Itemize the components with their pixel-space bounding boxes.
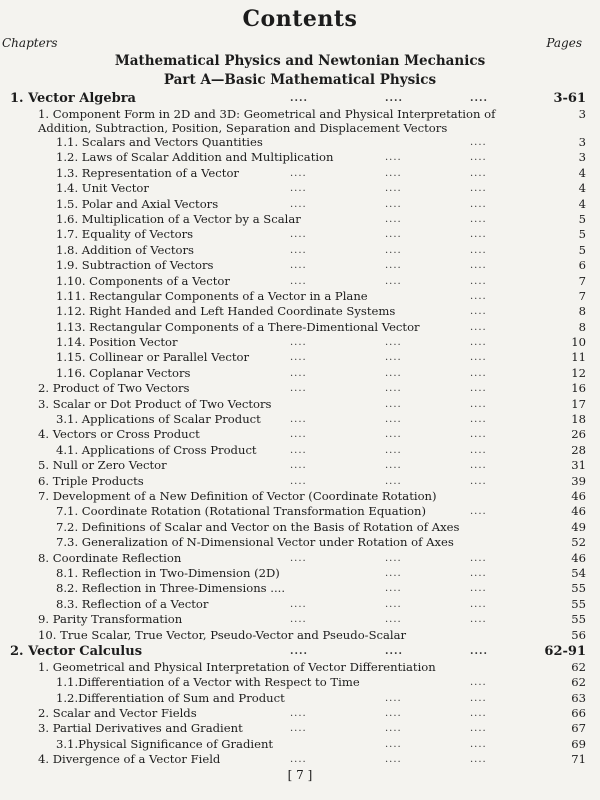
toc-entry-page: 54: [571, 565, 586, 580]
leader-dots: ....: [290, 444, 307, 456]
leader-dots: ....: [385, 567, 402, 579]
leader-dots: ....: [470, 614, 487, 626]
toc-chapter-row: [0, 643, 600, 660]
leader-dots: ....: [470, 583, 487, 595]
leader-dots: ....: [290, 429, 307, 441]
toc-entry-row: [0, 381, 600, 396]
leader-dots: ....: [470, 229, 487, 241]
leader-dots: ....: [470, 290, 487, 302]
leader-dots: ....: [470, 723, 487, 735]
leader-dots: ....: [385, 414, 402, 426]
toc-list: [0, 90, 600, 768]
toc-entry-label: 1.2. Laws of Scalar Addition and Multiplication: [56, 150, 334, 165]
toc-chapter-row: [0, 90, 600, 107]
toc-entry-label: 7.1. Coordinate Rotation (Rotational Transformation Equation): [56, 504, 427, 519]
toc-entry-page: 55: [571, 596, 586, 611]
leader-dots: ....: [470, 460, 487, 472]
leader-dots: ....: [290, 337, 307, 349]
leader-dots: ....: [385, 367, 402, 379]
toc-entry-page: 46: [571, 550, 586, 565]
toc-entry-row: [0, 535, 600, 550]
pages-column-heading: Pages: [546, 36, 582, 50]
toc-entry-label: 1.10. Components of a Vector: [56, 273, 230, 288]
leader-dots: ....: [385, 429, 402, 441]
leader-dots: ....: [470, 692, 487, 704]
leader-dots: ....: [385, 337, 402, 349]
toc-entry-label: 4. Divergence of a Vector Field: [38, 752, 221, 767]
leader-dots: ....: [470, 152, 487, 164]
leader-dots: ....: [385, 383, 402, 395]
toc-entry-label: 2. Product of Two Vectors: [38, 381, 190, 396]
toc-entry-row: [0, 135, 600, 150]
toc-entry-row: [0, 628, 600, 643]
leader-dots: ....: [290, 367, 307, 379]
leader-dots: ....: [470, 260, 487, 272]
leader-dots: ....: [290, 414, 307, 426]
toc-entry-row: [0, 227, 600, 242]
leader-dots: ....: [385, 583, 402, 595]
toc-entry-page: 62: [571, 675, 586, 690]
toc-entry-page: 7: [578, 288, 586, 303]
toc-entry-page: 63: [571, 690, 586, 705]
toc-entry-page: 55: [571, 581, 586, 596]
toc-entry-page: 7: [578, 273, 586, 288]
leader-dots: ....: [470, 444, 487, 456]
toc-entry-row: [0, 258, 600, 273]
leader-dots: ....: [385, 645, 403, 657]
toc-entry-page: 66: [571, 706, 586, 721]
leader-dots: ....: [470, 306, 487, 318]
leader-dots: ....: [470, 352, 487, 364]
leader-dots: ....: [470, 429, 487, 441]
toc-entry-row: [0, 706, 600, 721]
toc-entry-label: 8.3. Reflection of a Vector: [56, 596, 209, 611]
toc-entry-label: 1.4. Unit Vector: [56, 181, 149, 196]
leader-dots: ....: [385, 614, 402, 626]
leader-dots: ....: [290, 352, 307, 364]
leader-dots: ....: [470, 137, 487, 148]
toc-entry-row: [0, 304, 600, 319]
toc-entry-row: [0, 212, 600, 227]
toc-entry-label: 1.13. Rectangular Components of a There-Dimentional Vector: [56, 319, 420, 334]
toc-entry-label: 1.11. Rectangular Components of a Vector in a Plane: [56, 288, 368, 303]
toc-entry-label: 8. Coordinate Reflection: [38, 550, 182, 565]
toc-entry-label: 1.9. Subtraction of Vectors: [56, 258, 214, 273]
toc-entry-page: 67: [571, 721, 586, 736]
toc-entry-label: 9. Parity Transformation: [38, 612, 183, 627]
toc-entry-label: 1.1.Differentiation of a Vector with Respect to Time: [56, 675, 360, 690]
leader-dots: ....: [385, 244, 402, 256]
toc-entry-label: 7. Development of a New Definition of Vector (Coordinate Rotation): [38, 488, 437, 503]
toc-entry-page: 17: [571, 396, 586, 411]
toc-entry-page: 8: [578, 319, 586, 334]
toc-entry-page: 12: [571, 365, 586, 380]
toc-entry-label: 3. Scalar or Dot Product of Two Vectors: [38, 396, 272, 411]
toc-entry-page: 71: [571, 752, 586, 767]
toc-entry-row: [0, 397, 600, 412]
toc-entry-label: 4. Vectors or Cross Product: [38, 427, 200, 442]
toc-entry-row: [0, 366, 600, 381]
toc-entry-page: 55: [571, 612, 586, 627]
toc-entry-label: 1.1. Scalars and Vectors Quantities: [56, 135, 263, 149]
leader-dots: ....: [470, 754, 487, 766]
toc-entry-row: [0, 350, 600, 365]
toc-entry-row: [0, 274, 600, 289]
leader-dots: ....: [470, 275, 487, 287]
toc-entry-row: [0, 675, 600, 690]
leader-dots: ....: [385, 198, 402, 210]
leader-dots: ....: [470, 244, 487, 256]
toc-entry-row: [0, 412, 600, 427]
leader-dots: ....: [290, 723, 307, 735]
toc-entry-page: 3: [578, 150, 586, 165]
toc-entry-label: 3. Partial Derivatives and Gradient: [38, 721, 243, 736]
toc-entry-row: [0, 107, 600, 135]
toc-entry-label: 4.1. Applications of Cross Product: [56, 442, 257, 457]
toc-entry-row: [0, 474, 600, 489]
toc-entry-row: [0, 597, 600, 612]
leader-dots: ....: [470, 552, 487, 564]
toc-entry-page: 62: [571, 659, 586, 674]
leader-dots: ....: [470, 708, 487, 720]
leader-dots: ....: [470, 506, 487, 518]
toc-entry-page: 4: [578, 181, 586, 196]
toc-entry-label: 3.1. Applications of Scalar Product: [56, 412, 261, 427]
page-title: Contents: [242, 6, 358, 32]
toc-entry-label: 8.2. Reflection in Three-Dimensions ....: [56, 581, 286, 596]
part-heading: Part A—Basic Mathematical Physics: [163, 72, 437, 88]
leader-dots: ....: [385, 260, 402, 272]
page-number: [ 7 ]: [287, 768, 313, 782]
toc-entry-label: 1. Geometrical and Physical Interpretation of Vector Differentiation: [38, 659, 436, 674]
leader-dots: ....: [470, 475, 487, 487]
leader-dots: ....: [385, 152, 402, 164]
leader-dots: ....: [385, 708, 402, 720]
leader-dots: ....: [290, 167, 307, 179]
toc-entry-page: 52: [571, 535, 586, 550]
toc-entry-row: [0, 197, 600, 212]
leader-dots: ....: [290, 260, 307, 272]
toc-entry-row: [0, 166, 600, 181]
leader-dots: ....: [470, 93, 488, 104]
leader-dots: ....: [290, 552, 307, 564]
toc-entry-label: 7.2. Definitions of Scalar and Vector on the Basis of Rotation of Axes: [56, 519, 460, 534]
toc-entry-row: [0, 489, 600, 504]
leader-dots: ....: [470, 198, 487, 210]
toc-entry-label: 1. Component Form in 2D and 3D: Geometrical and Physical Interpretation of Addition, Subtraction, Position, Separation and Displacement Vectors: [38, 107, 496, 135]
leader-dots: ....: [470, 213, 487, 225]
toc-entry-page: 16: [571, 381, 586, 396]
leader-dots: ....: [470, 183, 487, 195]
toc-entry-row: [0, 335, 600, 350]
toc-entry-row: [0, 427, 600, 442]
toc-entry-page: 3: [578, 107, 586, 121]
toc-entry-row: [0, 581, 600, 596]
leader-dots: ....: [290, 475, 307, 487]
chapters-column-heading: Chapters: [2, 36, 58, 50]
leader-dots: ....: [385, 93, 403, 104]
toc-entry-label: 5. Null or Zero Vector: [38, 458, 167, 473]
toc-entry-page: 5: [578, 227, 586, 242]
leader-dots: ....: [385, 754, 402, 766]
toc-entry-label: 1.3. Representation of a Vector: [56, 165, 239, 180]
leader-dots: ....: [385, 598, 402, 610]
leader-dots: ....: [385, 738, 402, 750]
toc-entry-row: [0, 243, 600, 258]
toc-entry-label: 1.14. Position Vector: [56, 335, 178, 350]
toc-entry-label: 1.15. Collinear or Parallel Vector: [56, 350, 249, 365]
toc-entry-page: 26: [571, 427, 586, 442]
leader-dots: ....: [470, 337, 487, 349]
toc-entry-page: 31: [571, 458, 586, 473]
toc-entry-page: 39: [571, 473, 586, 488]
toc-entry-page: 5: [578, 242, 586, 257]
leader-dots: ....: [385, 213, 402, 225]
toc-entry-page: 4: [578, 196, 586, 211]
leader-dots: ....: [385, 552, 402, 564]
leader-dots: ....: [470, 414, 487, 426]
toc-entry-label: 1.2.Differentiation of Sum and Product: [56, 690, 285, 705]
leader-dots: ....: [290, 275, 307, 287]
toc-entry-row: [0, 289, 600, 304]
leader-dots: ....: [290, 614, 307, 626]
leader-dots: ....: [290, 598, 307, 610]
toc-entry-row: [0, 752, 600, 767]
leader-dots: ....: [290, 754, 307, 766]
leader-dots: ....: [385, 275, 402, 287]
leader-dots: ....: [290, 229, 307, 241]
toc-entry-page: 3-61: [553, 91, 586, 106]
toc-entry-row: [0, 443, 600, 458]
leader-dots: ....: [290, 645, 308, 657]
toc-entry-page: 11: [571, 350, 586, 365]
leader-dots: ....: [290, 244, 307, 256]
leader-dots: ....: [290, 183, 307, 195]
toc-entry-row: [0, 660, 600, 675]
toc-entry-page: 49: [571, 519, 586, 534]
toc-entry-row: [0, 520, 600, 535]
toc-entry-page: 62-91: [544, 643, 586, 659]
toc-entry-row: [0, 721, 600, 736]
toc-entry-page: 10: [571, 335, 586, 350]
toc-entry-label: 1. Vector Algebra: [10, 91, 136, 106]
leader-dots: ....: [470, 567, 487, 579]
toc-entry-page: 69: [571, 736, 586, 751]
leader-dots: ....: [470, 598, 487, 610]
leader-dots: ....: [385, 692, 402, 704]
toc-entry-page: 8: [578, 304, 586, 319]
toc-entry-label: 1.6. Multiplication of a Vector by a Scalar: [56, 211, 301, 226]
toc-entry-label: 1.7. Equality of Vectors: [56, 227, 194, 242]
leader-dots: ....: [470, 645, 488, 657]
toc-entry-row: [0, 150, 600, 165]
leader-dots: ....: [385, 352, 402, 364]
toc-entry-row: [0, 458, 600, 473]
toc-entry-row: [0, 504, 600, 519]
toc-entry-page: 46: [571, 488, 586, 503]
leader-dots: ....: [290, 708, 307, 720]
leader-dots: ....: [385, 167, 402, 179]
leader-dots: ....: [385, 460, 402, 472]
toc-entry-page: 18: [571, 412, 586, 427]
toc-entry-page: 46: [571, 504, 586, 519]
toc-entry-row: [0, 737, 600, 752]
leader-dots: ....: [385, 475, 402, 487]
toc-entry-row: [0, 691, 600, 706]
leader-dots: ....: [470, 383, 487, 395]
leader-dots: ....: [290, 460, 307, 472]
leader-dots: ....: [470, 367, 487, 379]
leader-dots: ....: [470, 321, 487, 333]
toc-entry-row: [0, 566, 600, 581]
toc-entry-label: 1.12. Right Handed and Left Handed Coordinate Systems: [56, 304, 396, 319]
toc-entry-row: [0, 181, 600, 196]
leader-dots: ....: [385, 723, 402, 735]
toc-entry-page: 56: [571, 627, 586, 642]
leader-dots: ....: [385, 183, 402, 195]
leader-dots: ....: [290, 93, 308, 104]
leader-dots: ....: [290, 198, 307, 210]
leader-dots: ....: [470, 677, 487, 689]
toc-entry-row: [0, 612, 600, 627]
leader-dots: ....: [290, 383, 307, 395]
toc-entry-page: 28: [571, 442, 586, 457]
toc-entry-page: 6: [578, 258, 586, 273]
toc-entry-label: 2. Scalar and Vector Fields: [38, 706, 197, 721]
toc-entry-label: 8.1. Reflection in Two-Dimension (2D): [56, 565, 280, 580]
toc-entry-label: 6. Triple Products: [38, 473, 144, 488]
leader-dots: ....: [385, 444, 402, 456]
toc-entry-label: 1.5. Polar and Axial Vectors: [56, 196, 219, 211]
toc-entry-label: 1.8. Addition of Vectors: [56, 242, 194, 257]
toc-entry-label: 3.1.Physical Significance of Gradient: [56, 736, 274, 751]
leader-dots: ....: [470, 398, 487, 410]
toc-entry-label: 1.16. Coplanar Vectors: [56, 365, 191, 380]
toc-entry-page: 3: [578, 135, 586, 149]
toc-entry-label: 10. True Scalar, True Vector, Pseudo-Vector and Pseudo-Scalar: [38, 627, 407, 642]
leader-dots: ....: [385, 398, 402, 410]
toc-entry-page: 5: [578, 211, 586, 226]
leader-dots: ....: [470, 167, 487, 179]
leader-dots: ....: [470, 738, 487, 750]
section-heading: Mathematical Physics and Newtonian Mechanics: [114, 53, 486, 69]
toc-entry-label: 2. Vector Calculus: [10, 643, 143, 659]
toc-entry-row: [0, 320, 600, 335]
toc-entry-row: [0, 551, 600, 566]
toc-entry-label: 7.3. Generalization of N-Dimensional Vector under Rotation of Axes: [56, 535, 454, 550]
leader-dots: ....: [385, 229, 402, 241]
toc-entry-page: 4: [578, 165, 586, 180]
